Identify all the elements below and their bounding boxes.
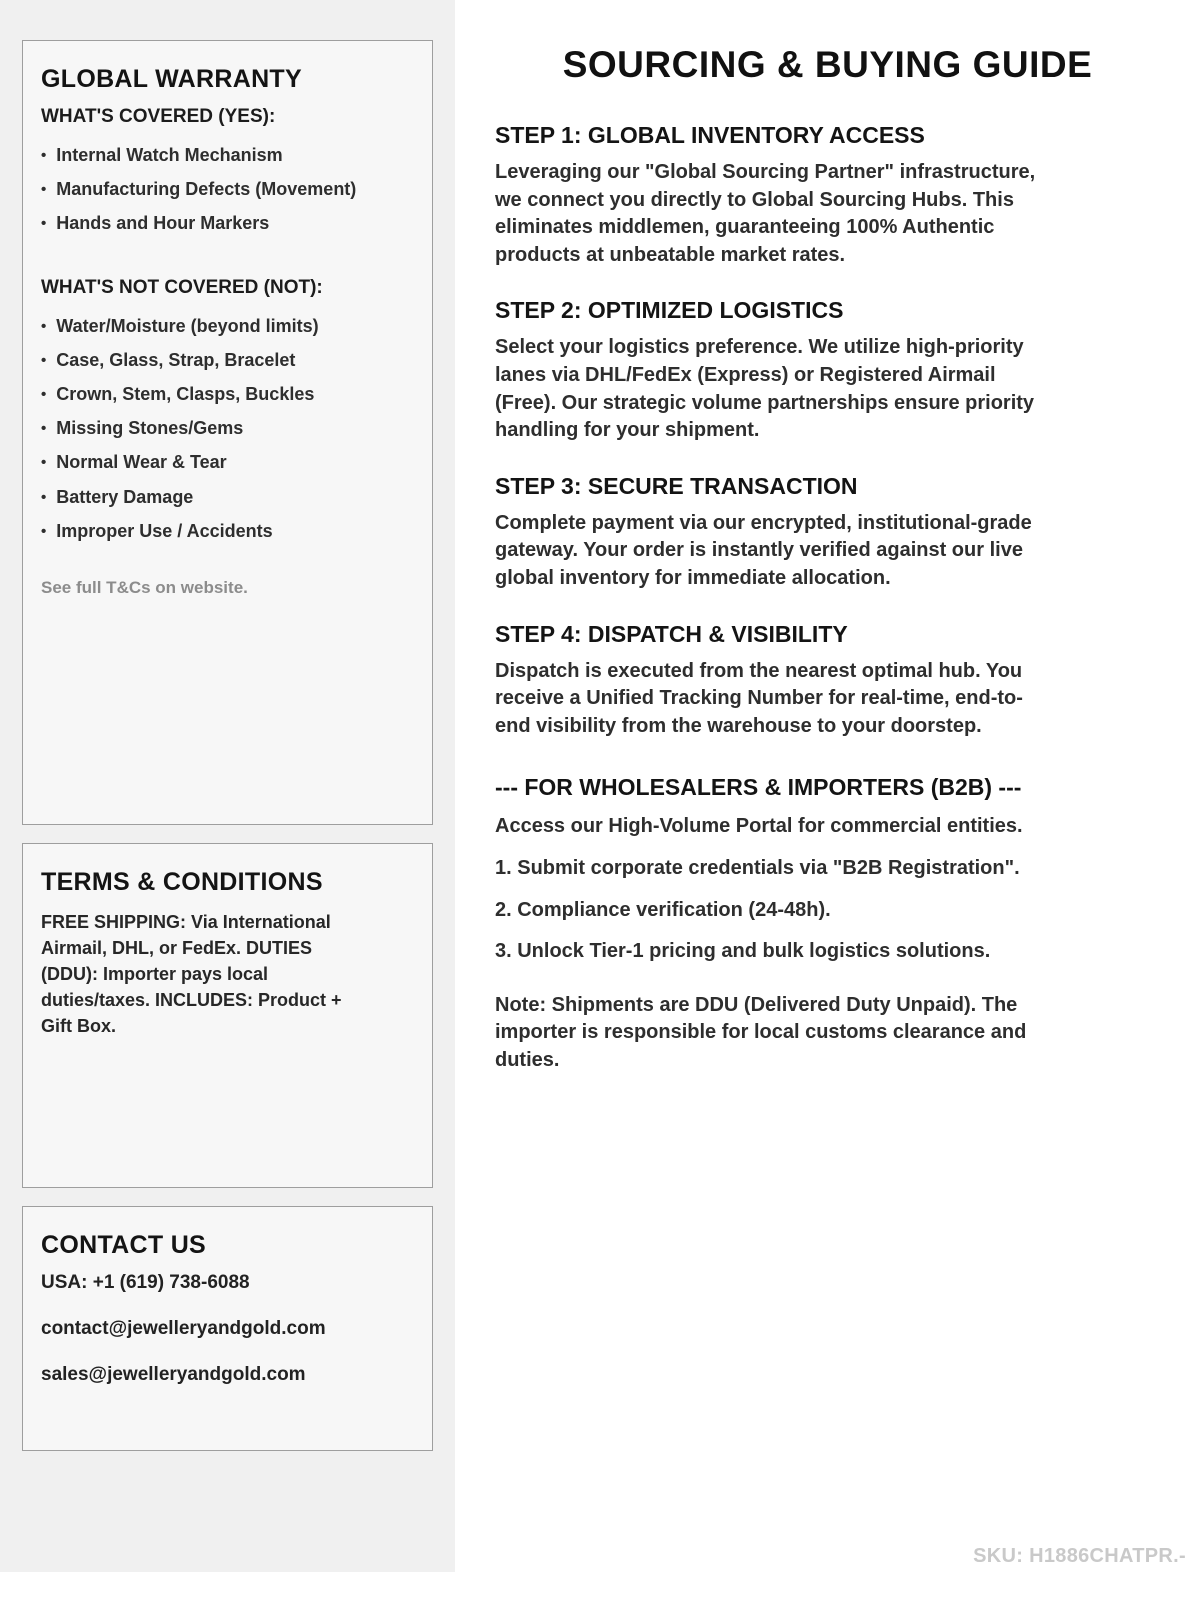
warranty-not-covered-heading: WHAT'S NOT COVERED (NOT): xyxy=(41,276,323,298)
list-item: • Crown, Stem, Clasps, Buckles xyxy=(41,377,414,411)
sidebar xyxy=(0,0,455,1572)
step-4-body: Dispatch is executed from the nearest optimal hub. You receive a Unified Tracking Number for real-time, end-to-end visibility from the warehouse to your doorstep. xyxy=(495,659,1023,737)
warranty-title: GLOBAL WARRANTY xyxy=(41,65,302,93)
terms-box xyxy=(22,843,433,1188)
step-3-body: Complete payment via our encrypted, institutional-grade gateway. Your order is instantly verified against our live global inventory for immediate allocation. xyxy=(495,511,1032,589)
b2b-note: Note: Shipments are DDU (Delivered Duty Unpaid). The importer is responsible for local customs clearance and duties. xyxy=(495,993,1027,1071)
step-2-body: Select your logistics preference. We utilize high-priority lanes via DHL/FedEx (Express) or Registered Airmail (Free). Our strategic volume partnerships ensure priority handling for your shipment. xyxy=(495,336,1035,442)
b2b-item-3: 3. Unlock Tier-1 pricing and bulk logistics solutions. xyxy=(495,940,991,963)
step-2-section xyxy=(495,297,1160,444)
sku-label: SKU: H1886CHATPR.- xyxy=(973,1545,1186,1567)
list-item: • Normal Wear & Tear xyxy=(41,445,414,479)
step-3-heading: STEP 3: SECURE TRANSACTION xyxy=(495,472,858,499)
list-item: • Case, Glass, Strap, Bracelet xyxy=(41,343,414,377)
contact-email: contact@jewelleryandgold.com xyxy=(41,1318,326,1339)
step-3-section xyxy=(495,473,1160,593)
b2b-heading: --- FOR WHOLESALERS & IMPORTERS (B2B) --- xyxy=(495,774,1022,801)
global-warranty-box xyxy=(22,40,433,825)
page-title: SOURCING & BUYING GUIDE xyxy=(562,44,1093,85)
step-1-section xyxy=(495,122,1160,269)
step-4-heading: STEP 4: DISPATCH & VISIBILITY xyxy=(495,620,848,647)
contact-title: CONTACT US xyxy=(41,1231,207,1259)
contact-phone: USA: +1 (619) 738-6088 xyxy=(41,1272,250,1293)
terms-title: TERMS & CONDITIONS xyxy=(41,868,323,896)
sales-email: sales@jewelleryandgold.com xyxy=(41,1364,306,1385)
list-item: • Missing Stones/Gems xyxy=(41,411,414,445)
warranty-covered-heading: WHAT'S COVERED (YES): xyxy=(41,106,276,127)
b2b-intro: Access our High-Volume Portal for commercial entities. xyxy=(495,815,1023,838)
contact-box xyxy=(22,1206,433,1451)
b2b-item-1: 1. Submit corporate credentials via "B2B Registration". xyxy=(495,856,1020,879)
warranty-footnote: See full T&Cs on website. xyxy=(41,577,248,597)
step-4-section xyxy=(495,621,1160,741)
step-1-body: Leveraging our "Global Sourcing Partner" infrastructure, we connect you directly to Global Sourcing Hubs. This eliminates middlemen, guaranteeing 100% Authentic products at unbeatable market rates. xyxy=(495,161,1036,266)
list-item: • Battery Damage xyxy=(41,480,414,514)
terms-body: FREE SHIPPING: Via International Airmail, DHL, or FedEx. DUTIES (DDU): Importer pays local duties/taxes. INCLUDES: Product + Gift Box. xyxy=(41,912,342,1037)
sourcing-guide xyxy=(455,0,1200,1074)
list-item: • Water/Moisture (beyond limits) xyxy=(41,309,414,343)
list-item: • Improper Use / Accidents xyxy=(41,514,414,548)
list-item: • Hands and Hour Markers xyxy=(41,206,414,240)
list-item: • Internal Watch Mechanism xyxy=(41,138,414,172)
warranty-covered-list xyxy=(41,138,414,241)
b2b-section xyxy=(495,774,1160,1074)
warranty-not-covered-list xyxy=(41,309,414,548)
list-item: • Manufacturing Defects (Movement) xyxy=(41,172,414,206)
step-1-heading: STEP 1: GLOBAL INVENTORY ACCESS xyxy=(495,122,925,148)
b2b-item-2: 2. Compliance verification (24-48h). xyxy=(495,898,831,921)
step-2-heading: STEP 2: OPTIMIZED LOGISTICS xyxy=(495,297,844,324)
